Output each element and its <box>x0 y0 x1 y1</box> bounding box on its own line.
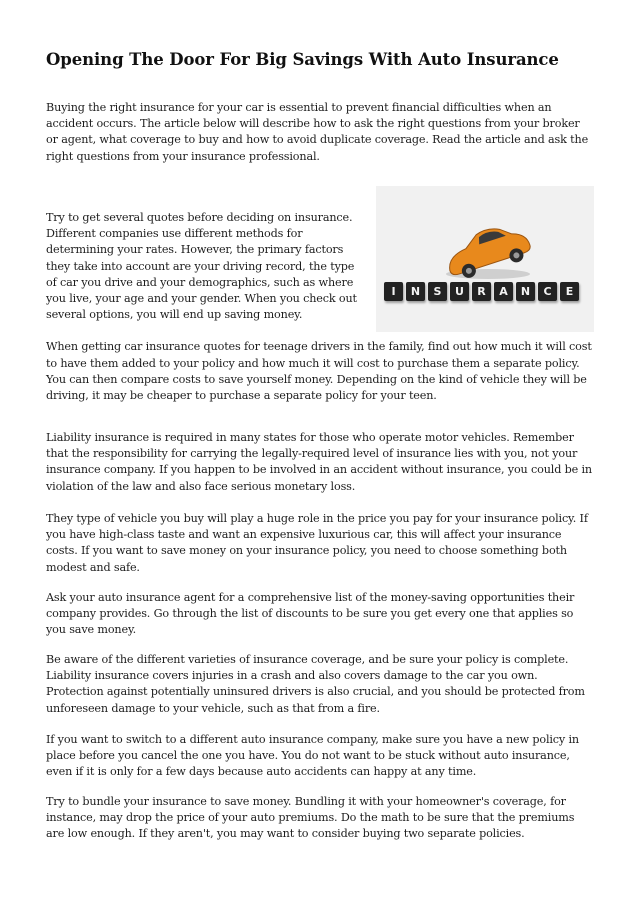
paragraph-bundling: Try to bundle your insurance to save money. Bundling it with your homeowner's coverage, for instance, may drop the price of your auto premiums. Do the math to be sure that the premiums are low enough. If they aren't, you may want to consider buying two separate policies. <box>46 795 575 841</box>
bundling-section <box>46 794 592 843</box>
letter-tile: S <box>428 282 447 301</box>
letter-tile: R <box>472 282 491 301</box>
intro-section <box>46 100 592 165</box>
insurance-car-image <box>376 186 594 332</box>
letter-tile: U <box>450 282 469 301</box>
letter-tile: C <box>538 282 557 301</box>
vehicle-type-section <box>46 511 592 576</box>
quotes-section <box>46 210 592 404</box>
paragraph-liability: Liability insurance is required in many states for those who operate motor vehicles. Remember that the responsibility for carrying the legally-required level of insurance lies with you, not your insurance company. If you happen to be involved in an accident without insurance, you could be in violation of the law and also face serious monetary loss. <box>46 431 592 493</box>
letter-tile: N <box>406 282 425 301</box>
letter-tile: A <box>494 282 513 301</box>
letter-tile: I <box>384 282 403 301</box>
paragraph-coverage: Be aware of the different varieties of insurance coverage, and be sure your policy is complete. Liability insurance covers injuries in a crash and also covers damage to the car you own. Protection against potentially uninsured drivers is also crucial, and you should be protected from unforeseen damage to your vehicle, such as that from a fire. <box>46 653 585 715</box>
article-title: Opening The Door For Big Savings With Auto Insurance <box>46 50 559 69</box>
paragraph-discounts: Ask your auto insurance agent for a comprehensive list of the money-saving opportunities their company provides. Go through the list of discounts to be sure you get every one that applies so you save money. <box>46 591 575 637</box>
switching-section <box>46 732 592 781</box>
liability-section <box>46 430 592 495</box>
insurance-letter-tiles <box>384 282 579 301</box>
letter-tile: E <box>560 282 579 301</box>
paragraph-intro: Buying the right insurance for your car is essential to prevent financial difficulties when an accident occurs. The article below will describe how to ask the right questions from your broker or agent, what coverage to buy and how to avoid duplicate coverage. Read the article and ask the right questions from your insurance professional. <box>46 101 589 163</box>
paragraph-vehicle-type: They type of vehicle you buy will play a huge role in the price you pay for your insurance policy. If you have high-class taste and want an expensive luxurious car, this will affect your insurance costs. If you want to save money on your insurance policy, you need to choose something both modest and safe. <box>46 512 588 574</box>
paragraph-switching: If you want to switch to a different auto insurance company, make sure you have a new policy in place before you cancel the one you have. You do not want to be stuck without auto insurance, even if it is only for a few days because auto accidents can happy at any time. <box>46 733 579 779</box>
paragraph-quotes: Try to get several quotes before deciding on insurance. Different companies use different methods for determining your rates. However, the primary factors they take into account are your driving record, the type of car you drive and your demographics, such as where you live, your age and your gender. When you check out several options, you will end up saving money. <box>46 211 357 322</box>
letter-tile: N <box>516 282 535 301</box>
toy-car-illustration <box>438 222 538 282</box>
discounts-section <box>46 590 592 639</box>
paragraph-teen-drivers: When getting car insurance quotes for teenage drivers in the family, find out how much it will cost to have them added to your policy and how much it will cost to purchase them a separate policy. You can then compare costs to save yourself money. Depending on the kind of vehicle they will be driving, it may be cheaper to purchase a separate policy for your teen. <box>46 340 592 403</box>
coverage-section <box>46 652 592 717</box>
